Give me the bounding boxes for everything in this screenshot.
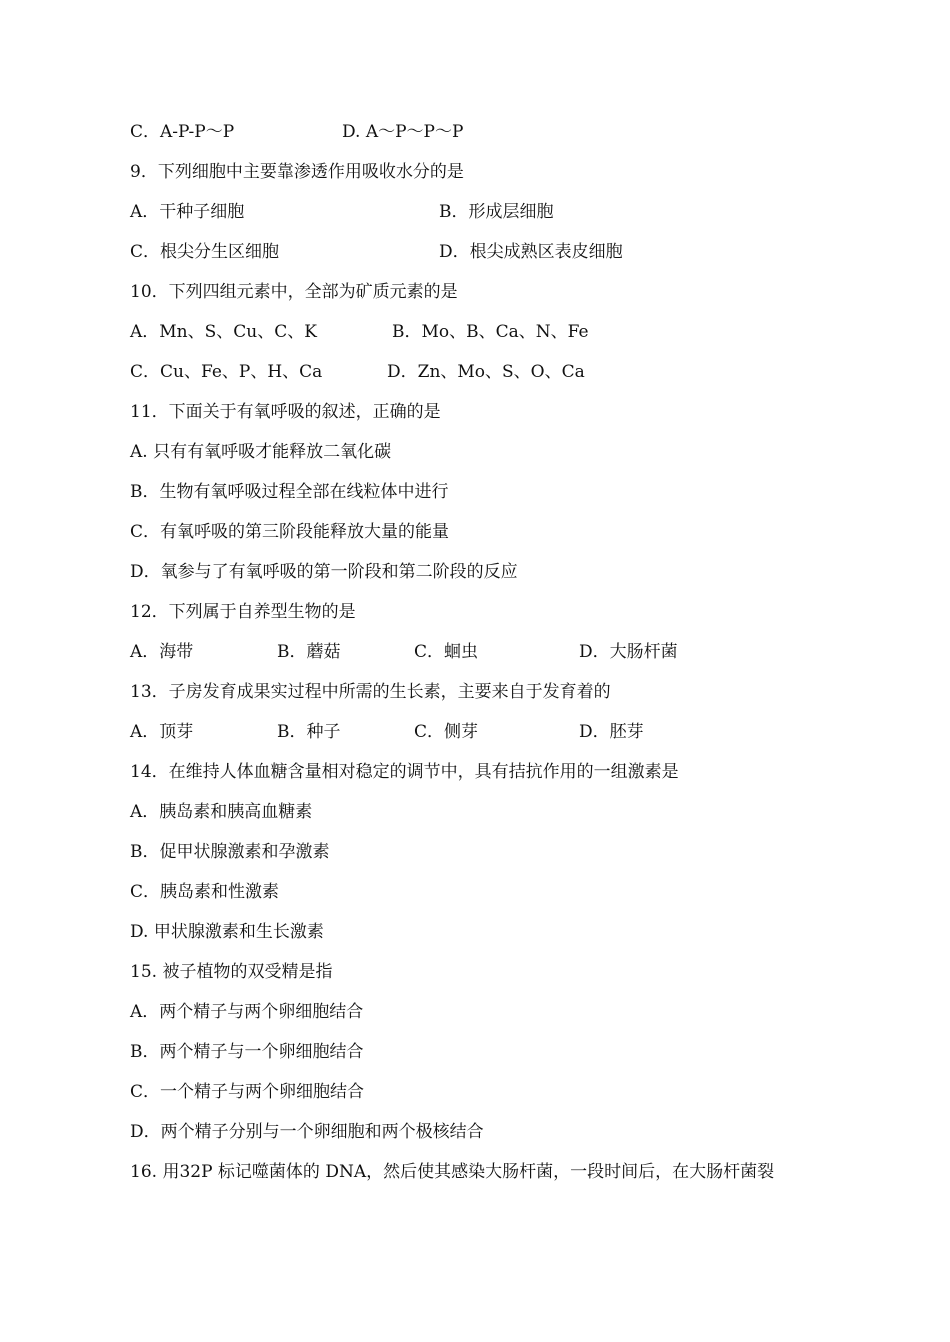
- question-13-stem: 13．子房发育成果实过程中所需的生长素，主要来自于发育着的: [130, 682, 611, 702]
- question-14-option-d: D. 甲状腺激素和生长激素: [130, 922, 324, 942]
- option-c: C．侧芽: [414, 722, 479, 742]
- question-15-option-c: C．一个精子与两个卵细胞结合: [130, 1082, 365, 1102]
- option-d: D. A～P～P～P: [342, 122, 464, 142]
- option-d: D．胚芽: [579, 722, 644, 742]
- option-a: A．顶芽: [130, 722, 194, 742]
- option-a: A．海带: [130, 642, 194, 662]
- option-a: A．干种子细胞: [130, 202, 245, 222]
- option-b: B．Mo、B、Ca、N、Fe: [392, 322, 589, 342]
- question-15-option-a: A．两个精子与两个卵细胞结合: [130, 1002, 364, 1022]
- question-9-stem: 9．下列细胞中主要靠渗透作用吸收水分的是: [130, 162, 464, 182]
- option-c: C．A-P-P～P: [130, 122, 235, 142]
- question-16-stem: 16. 用32P 标记噬菌体的 DNA，然后使其感染大肠杆菌，一段时间后，在大肠杆菌裂: [130, 1162, 775, 1182]
- question-15-option-d: D．两个精子分别与一个卵细胞和两个极核结合: [130, 1122, 484, 1142]
- question-14-option-c: C．胰岛素和性激素: [130, 882, 280, 902]
- question-10-stem: 10．下列四组元素中，全部为矿质元素的是: [130, 282, 458, 302]
- question-11-option-b: B．生物有氧呼吸过程全部在线粒体中进行: [130, 482, 449, 502]
- question-14-stem: 14．在维持人体血糖含量相对稳定的调节中，具有拮抗作用的一组激素是: [130, 762, 679, 782]
- option-d: D．大肠杆菌: [579, 642, 678, 662]
- option-c: C．根尖分生区细胞: [130, 242, 280, 262]
- question-14-option-b: B．促甲状腺激素和孕激素: [130, 842, 330, 862]
- question-11-option-d: D．氧参与了有氧呼吸的第一阶段和第二阶段的反应: [130, 562, 518, 582]
- question-11-stem: 11．下面关于有氧呼吸的叙述，正确的是: [130, 402, 441, 422]
- option-b: B．蘑菇: [277, 642, 341, 662]
- option-a: A．Mn、S、Cu、C、K: [130, 322, 317, 342]
- question-14-option-a: A．胰岛素和胰高血糖素: [130, 802, 313, 822]
- question-12-stem: 12．下列属于自养型生物的是: [130, 602, 356, 622]
- question-11-option-c: C．有氧呼吸的第三阶段能释放大量的能量: [130, 522, 450, 542]
- option-b: B．种子: [277, 722, 341, 742]
- question-15-option-b: B．两个精子与一个卵细胞结合: [130, 1042, 364, 1062]
- option-d: D．根尖成熟区表皮细胞: [439, 242, 623, 262]
- option-c: C．Cu、Fe、P、H、Ca: [130, 362, 323, 382]
- option-d: D．Zn、Mo、S、O、Ca: [387, 362, 585, 382]
- question-15-stem: 15. 被子植物的双受精是指: [130, 962, 333, 982]
- question-11-option-a: A. 只有有氧呼吸才能释放二氧化碳: [130, 442, 392, 462]
- option-b: B．形成层细胞: [439, 202, 554, 222]
- option-c: C．蛔虫: [414, 642, 479, 662]
